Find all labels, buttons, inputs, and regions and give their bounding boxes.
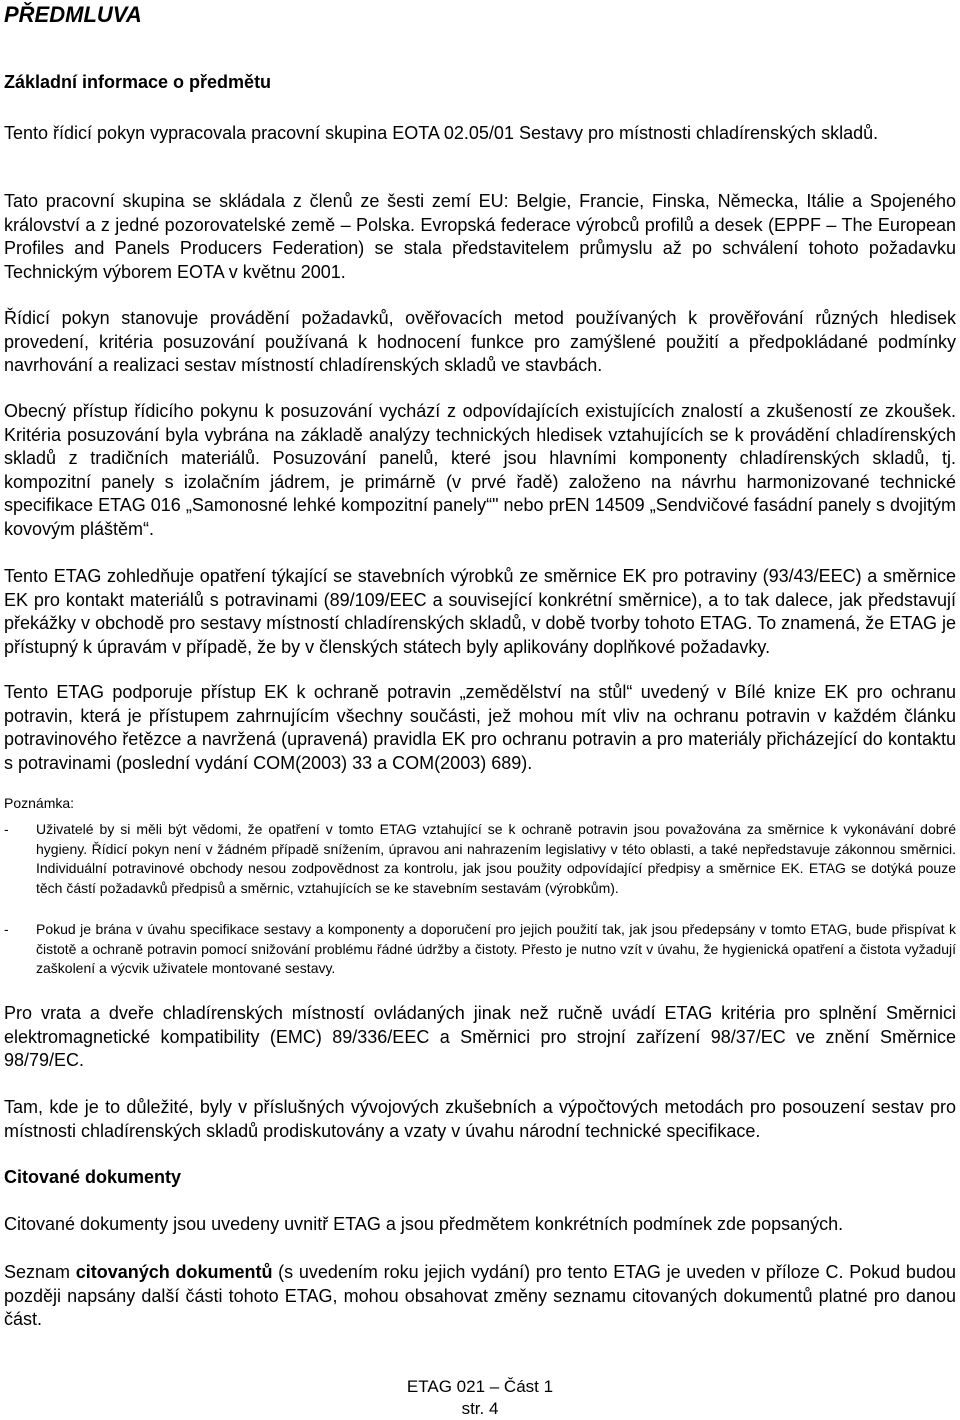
note-item-text: Pokud je brána v úvahu specifikace sestavy a komponenty a doporučení pro jejich použití tak, jak jsou předepsány v tomto ETAG, bude přispívat k čistotě a ochraně potravin pomocí snižování problému řádné údržby a čistoty. Přesto je nutno vzít v úvahu, že hygienická opatření a čistota vyžadují zaškolení a výcvik uživatele montované sestavy.	[36, 921, 956, 976]
page-title: PŘEDMLUVA	[4, 2, 142, 27]
paragraph-7: Pro vrata a dveře chladírenských místností ovládaných jinak než ručně uvádí ETAG kritéria pro splnění Směrnici elektromagnetické kompatibility (EMC) 89/336/EEC a Směrnici pro strojní zařízení 98/37/EC ve znění Směrnice 98/79/EC.	[4, 1003, 956, 1070]
page-footer	[4, 1376, 956, 1420]
paragraph-10-bold: citovaných dokumentů	[75, 1262, 273, 1282]
paragraph-10-end: (s uvedením roku jejich vydání) pro tento ETAG je uveden v příloze C. Pokud budou později napsány další části tohoto ETAG, mohou obsahovat změny seznamu citovaných dokumentů platné pro danou část.	[4, 1262, 956, 1329]
paragraph-5: Tento ETAG zohledňuje opatření týkající se stavebních výrobků ze směrnice EK pro potraviny (93/43/EEC) a směrnice EK pro kontakt materiálů s potravinami (89/109/EEC a související konkrétní směrnice), a to tak dalece, jak představují překážky v obchodě pro sestavy místností chladírenských skladů, v době tvorby tohoto ETAG. To znamená, že ETAG je přístupný k úpravám v případě, že by v členských státech byly aplikovány doplňkové požadavky.	[4, 566, 956, 657]
paragraph-3: Řídicí pokyn stanovuje provádění požadavků, ověřovacích metod používaných k prověřování různých hledisek provedení, kritéria posuzování používaná k hodnocení funkce pro zamýšlené použití a předpokládané podmínky navrhování a realizaci sestav místností chladírenských skladů ve stavbách.	[4, 308, 956, 375]
note-item	[4, 820, 956, 898]
list-dash: -	[4, 821, 9, 837]
note-label: Poznámka:	[4, 795, 75, 811]
note-item	[4, 920, 956, 979]
footer-page-number: str. 4	[461, 1399, 499, 1418]
paragraph-6: Tento ETAG podporuje přístup EK k ochraně potravin „zemědělství na stůl“ uvedený v Bílé knize EK pro ochranu potravin, která je přístupem zahrnujícím všechny součásti, jež mohou mít vliv na ochranu potravin v každém článku potravinového řetězce a navržená (upravená) pravidla EK pro ochranu potravin a pro materiály přicházející do kontaktu s potravinami (poslední vydání COM(2003) 33 a COM(2003) 689).	[4, 682, 956, 773]
paragraph-4: Obecný přístup řídicího pokynu k posuzování vychází z odpovídajících existujících znalostí a zkušeností ze zkoušek. Kritéria posuzování byla vybrána na základě analýzy technických hledisek vztahujících se k provádění chladírenských skladů z tradičních materiálů. Posuzování panelů, které jsou hlavními komponenty chladírenských skladů, tj. kompozitní panely s izolačním jádrem, je primárně (v prvé řadě) založeno na návrhu harmonizované technické specifikace ETAG 016 „Samonosné lehké kompozitní panely“" nebo prEN 14509 „Sendvičové fasádní panely s dvojitým kovovým pláštěm“.	[4, 401, 956, 539]
paragraph-2: Tato pracovní skupina se skládala z členů ze šesti zemí EU: Belgie, Francie, Finska, Německa, Itálie a Spojeného království a z jedné pozorovatelské země – Polska. Evropská federace výrobců profilů a desek (EPPF – The European Profiles and Panels Producers Federation) se stala představitelem průmyslu až po schválení tohoto požadavku Technickým výborem EOTA v květnu 2001.	[4, 191, 956, 282]
list-dash: -	[4, 921, 9, 937]
section-heading-cited-documents: Citované dokumenty	[4, 1167, 182, 1187]
paragraph-9: Citované dokumenty jsou uvedeny uvnitř ETAG a jsou předmětem konkrétních podmínek zde popsaných.	[4, 1214, 844, 1234]
note-item-text: Uživatelé by si měli být vědomi, že opatření v tomto ETAG vztahující se k ochraně potravin jsou považována za směrnice k vykonávání dobré hygieny. Řídicí pokyn není v žádném případě snížením, úpravou ani nahrazením legislativy v této oblasti, a také nepředstavuje zákonnou směrnici. Individuální potravinové obchody nesou zodpovědnost za kontrolu, jak jsou použity odpovídající předpisy a směrnice EK. ETAG se dotýká pouze těch částí požadavků předpisů a směrnic, vztahujících se ke stavebním sestavám (výrobkům).	[36, 821, 956, 896]
paragraph-10	[4, 1261, 956, 1332]
paragraph-8: Tam, kde je to důležité, byly v příslušných vývojových zkušebních a výpočtových metodách pro posouzení sestav pro místnosti chladírenských skladů prodiskutovány a vzaty v úvahu národní technické specifikace.	[4, 1097, 956, 1141]
section-heading-basic-info: Základní informace o předmětu	[4, 72, 272, 92]
paragraph-1: Tento řídicí pokyn vypracovala pracovní skupina EOTA 02.05/01 Sestavy pro místnosti chladírenských skladů.	[4, 123, 879, 143]
footer-document-id: ETAG 021 – Část 1	[406, 1377, 554, 1396]
paragraph-10-start: Seznam	[4, 1262, 76, 1282]
